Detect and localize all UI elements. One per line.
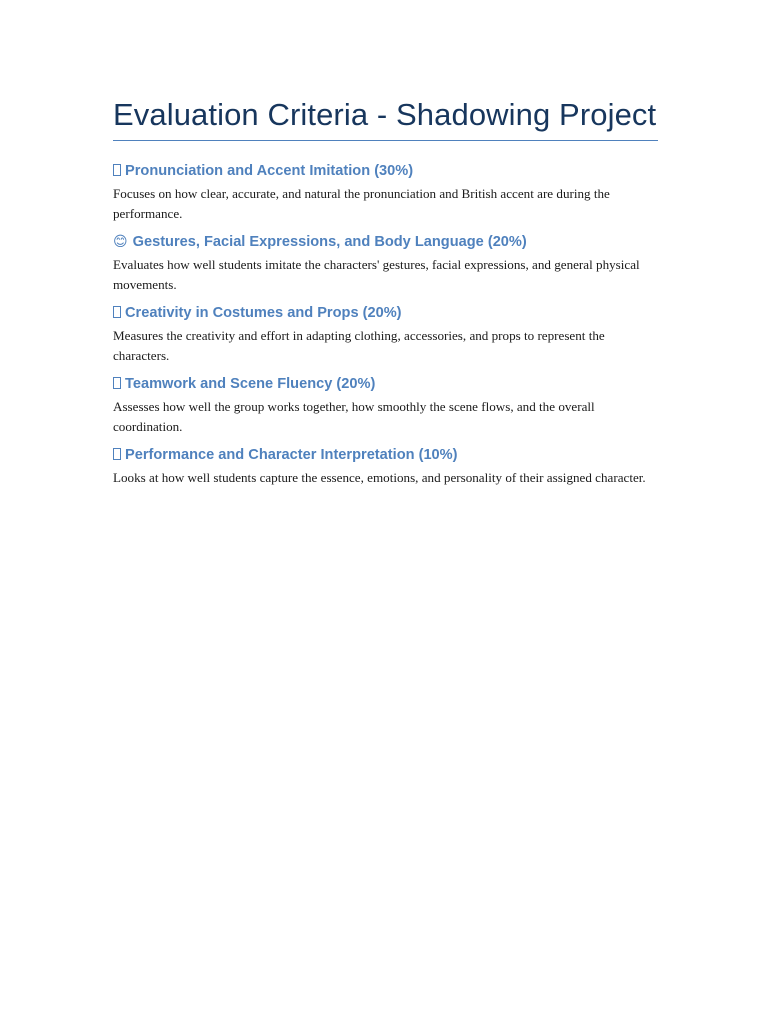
criterion-creativity: [113, 304, 658, 365]
criteria-list: [113, 162, 658, 488]
page-title: Evaluation Criteria - Shadowing Project: [113, 96, 658, 141]
criterion-heading-label: Teamwork and Scene Fluency (20%): [125, 376, 376, 392]
criterion-heading: [113, 446, 658, 464]
criterion-pronunciation: [113, 162, 658, 223]
criterion-heading: [113, 233, 658, 251]
criterion-description: Looks at how well students capture the essence, emotions, and personality of their assigned character.: [113, 470, 646, 485]
criterion-description: Assesses how well the group works together, how smoothly the scene flows, and the overall coordination.: [113, 399, 595, 434]
criterion-heading-label: Creativity in Costumes and Props (20%): [125, 305, 402, 321]
criterion-description: Measures the creativity and effort in adapting clothing, accessories, and props to represent the characters.: [113, 328, 605, 363]
criterion-description: Focuses on how clear, accurate, and natural the pronunciation and British accent are during the performance.: [113, 186, 610, 221]
criterion-heading: [113, 375, 658, 393]
smiling-face-icon: 😊: [113, 234, 128, 250]
missing-glyph-icon: [113, 377, 121, 389]
missing-glyph-icon: [113, 448, 121, 460]
criterion-heading-label: Gestures, Facial Expressions, and Body Language (20%): [132, 234, 527, 250]
criterion-heading: [113, 304, 658, 322]
missing-glyph-icon: [113, 306, 121, 318]
criterion-gestures: [113, 233, 658, 294]
criterion-heading-label: Performance and Character Interpretation (10%): [125, 447, 458, 463]
criterion-performance: [113, 446, 658, 488]
criterion-teamwork: [113, 375, 658, 436]
missing-glyph-icon: [113, 164, 121, 176]
criterion-heading: [113, 162, 658, 180]
criterion-heading-label: Pronunciation and Accent Imitation (30%): [125, 163, 414, 179]
criterion-description: Evaluates how well students imitate the characters' gestures, facial expressions, and general physical movements.: [113, 257, 640, 292]
document-page: [113, 0, 658, 498]
